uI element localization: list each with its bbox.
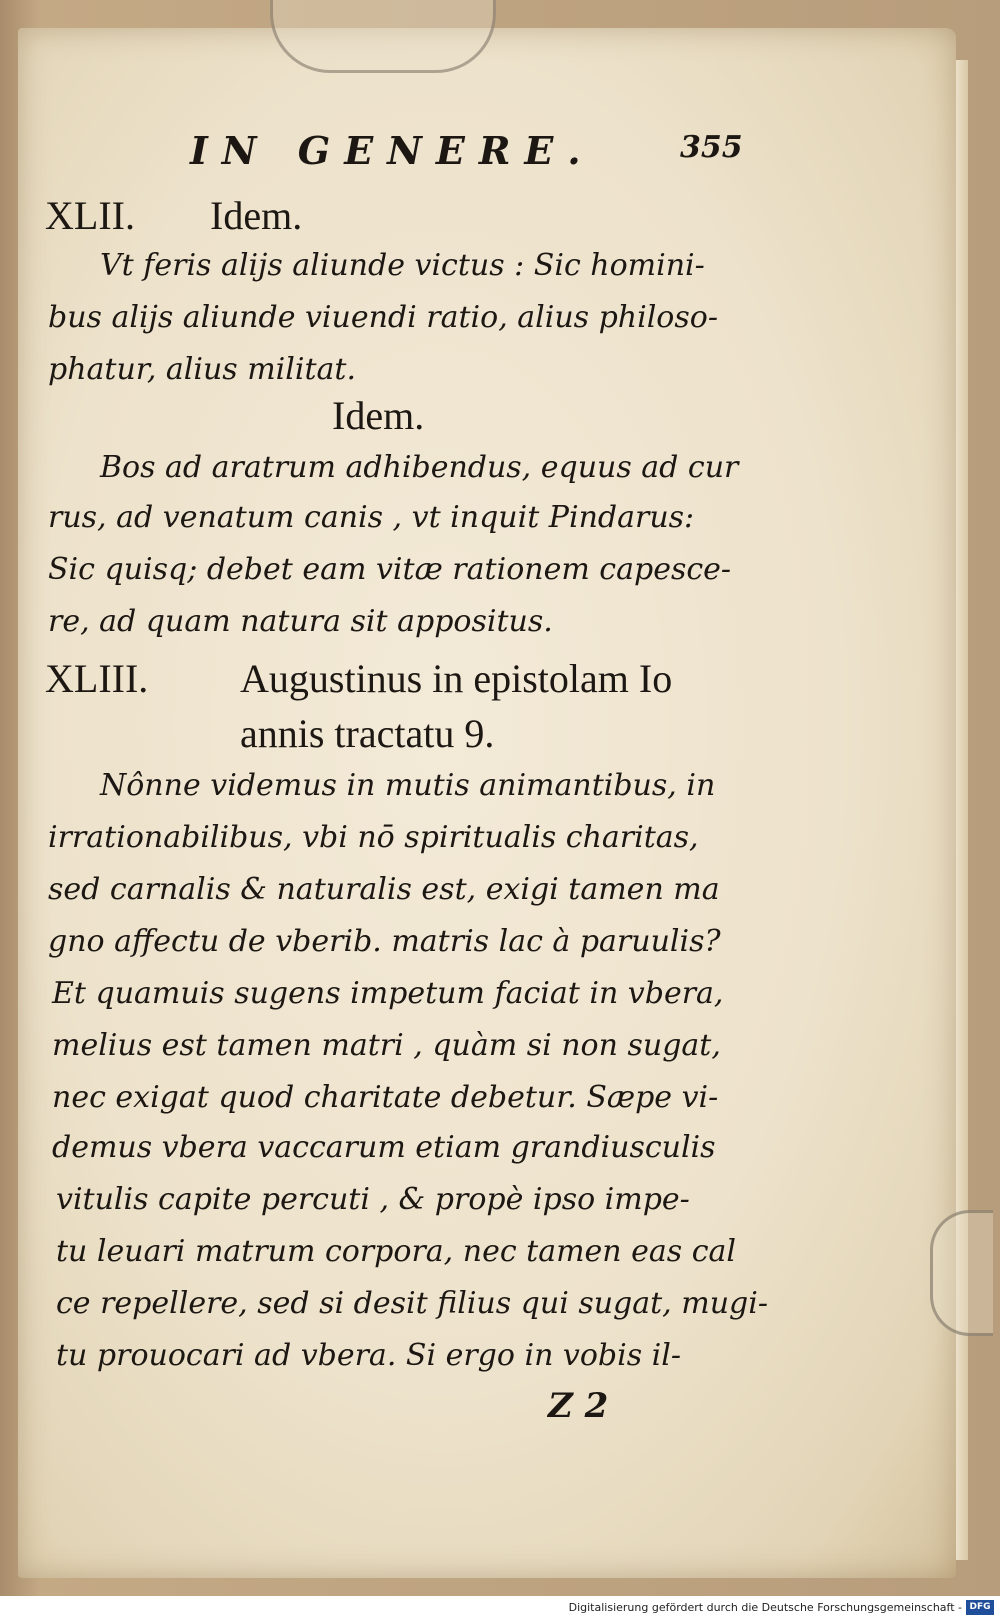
text-line: Et quamuis sugens impetum faciat in vbera, <box>52 976 724 1011</box>
page-clip-top <box>270 0 496 73</box>
section-number-43: XLIII. <box>45 656 149 701</box>
text-line: nec exigat quod charitate debetur. Sæpe vi- <box>52 1080 719 1115</box>
text-line: gno affectu de vberib. matris lac à paruulis? <box>48 924 721 959</box>
footer-strip <box>0 1596 1000 1621</box>
text-line: tu leuari matrum corpora, nec tamen eas cal <box>56 1234 737 1269</box>
section-title-idem: Idem. <box>332 393 425 438</box>
footer-credit: Digitalisierung gefördert durch die Deutsche Forschungsgemeinschaft - <box>568 1601 962 1614</box>
text-line: Vt feris alijs aliunde victus : Sic homini- <box>100 248 705 283</box>
text-line: phatur, alius militat. <box>48 352 356 387</box>
running-head <box>190 128 750 178</box>
page-number: 355 <box>680 130 743 165</box>
text-line: rus, ad venatum canis , vt inquit Pindarus: <box>48 500 695 535</box>
text-line: Sic quisq; debet eam vitæ rationem capesce- <box>48 552 732 587</box>
running-title: IN GENERE. <box>190 128 595 173</box>
text-line: tu prouocari ad vbera. Si ergo in vobis il- <box>56 1338 681 1373</box>
section-title-42: Idem. <box>210 193 303 238</box>
text-line: demus vbera vaccarum etiam grandiusculis <box>52 1130 716 1165</box>
text-line: sed carnalis & naturalis est, exigi tamen ma <box>48 872 720 907</box>
text-line: irrationabilibus, vbi nō spiritualis charitas, <box>48 820 699 855</box>
text-line: ce repellere, sed si desit filius qui sugat, mugi- <box>56 1286 768 1321</box>
text-line: re, ad quam natura sit appositus. <box>48 604 553 639</box>
section-title-43: Augustinus in epistolam Io <box>240 656 673 701</box>
signature-mark: Z 2 <box>548 1386 609 1426</box>
dfg-logo: DFG <box>966 1600 994 1615</box>
text-line: Bos ad aratrum adhibendus, equus ad cur <box>100 450 739 485</box>
page-clip-right <box>930 1210 993 1336</box>
text-line: bus alijs aliunde viuendi ratio, alius philoso- <box>48 300 718 335</box>
text-line: vitulis capite percuti , & propè ipso impe- <box>56 1182 690 1217</box>
section-number-42: XLII. <box>45 193 135 238</box>
text-line: melius est tamen matri , quàm si non sugat, <box>52 1028 721 1063</box>
section-title-43-cont: annis tractatu 9. <box>240 711 495 756</box>
text-line: Nônne videmus in mutis animantibus, in <box>100 768 716 803</box>
